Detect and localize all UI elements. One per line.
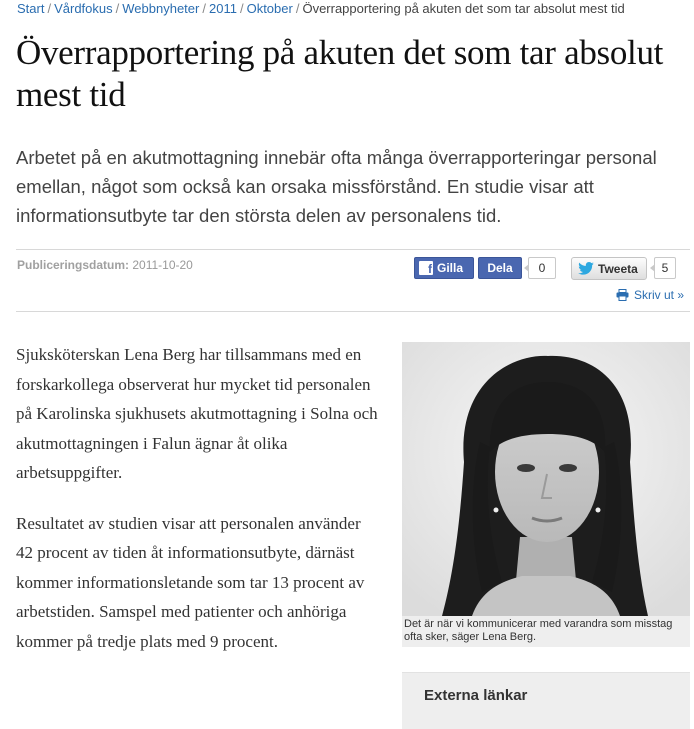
publish-date (17, 258, 193, 272)
tweet-button[interactable] (571, 257, 647, 280)
facebook-share-button[interactable]: Dela (478, 257, 522, 279)
external-links-title: Externa länkar (424, 687, 528, 704)
article-paragraph: Resultatet av studien visar att personalen använder 42 procent av tiden åt informationsutbyte, därnäst kommer informationsletande som tar 13 procent av arbetstiden. Samspel med patienter och anhöriga kommer på tredje plats med 9 procent. (16, 513, 365, 651)
breadcrumb-link-2011[interactable]: 2011 (208, 1, 237, 16)
breadcrumb-separator: / (47, 1, 52, 16)
printer-icon (616, 289, 629, 301)
page-title: Överrapportering på akuten det som tar absolut mest tid (16, 33, 664, 114)
portrait-photo (402, 342, 690, 616)
breadcrumb-current: Överrapportering på akuten det som tar absolut mest tid (302, 1, 625, 16)
external-links-box (402, 672, 690, 729)
facebook-share-count: 0 (528, 257, 556, 279)
breadcrumb-link-webbnyheter[interactable]: Webbnyheter (122, 1, 200, 16)
article-body (16, 340, 381, 677)
facebook-like-button[interactable] (414, 257, 474, 279)
print-link[interactable] (616, 288, 684, 302)
publish-date-value: 2011-10-20 (132, 258, 193, 272)
tweet-label: Tweeta (598, 261, 638, 276)
facebook-icon: f (419, 261, 433, 275)
breadcrumb-separator: / (239, 1, 244, 16)
breadcrumb-link-oktober[interactable]: Oktober (246, 1, 293, 16)
photo-caption: Det är när vi kommunicerar med varandra som misstag ofta sker, säger Lena Berg. (402, 616, 690, 647)
breadcrumb-link-start[interactable]: Start (17, 1, 45, 16)
breadcrumb-link-vardfokus[interactable]: Vårdfokus (54, 1, 113, 16)
publish-date-label: Publiceringsdatum: (17, 258, 130, 272)
article-lead: Arbetet på en akutmottagning innebär ofta många överrapporteringar personal emellan, något som också kan orsaka missförstånd. En studie visar att informationsutbyte tar den största delen av personalens tid. (16, 147, 657, 226)
article-photo-figure (402, 342, 690, 647)
breadcrumb-separator: / (295, 1, 300, 16)
divider (16, 311, 690, 312)
breadcrumb (17, 0, 625, 18)
tweet-count: 5 (654, 257, 676, 279)
print-label: Skriv ut » (634, 288, 685, 302)
article-paragraph: Sjuksköterskan Lena Berg har tillsammans med en forskarkollega observerat hur mycket tid personalen på Karolinska sjukhusets akutmottagning i Solna och akutmottagningen i Falun ägnar åt olika arbetsuppgifter. (16, 345, 378, 482)
breadcrumb-separator: / (202, 1, 206, 16)
facebook-like-label: Gilla (437, 261, 464, 275)
breadcrumb-separator: / (115, 1, 120, 16)
divider (16, 249, 690, 250)
twitter-bird-icon (578, 262, 594, 275)
